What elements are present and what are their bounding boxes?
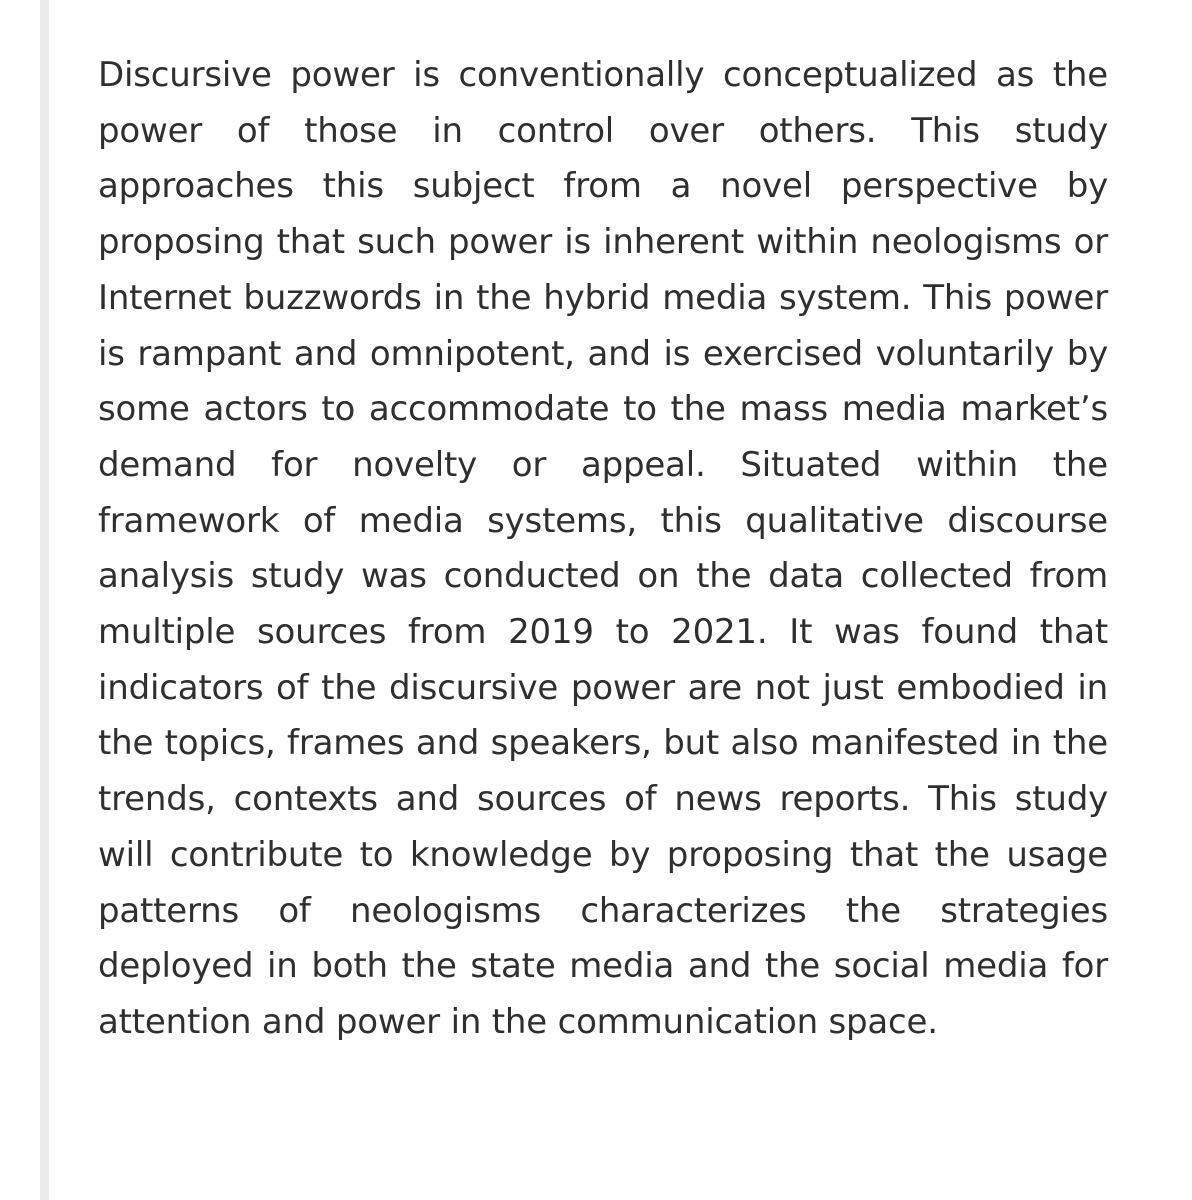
blockquote-left-border xyxy=(40,0,49,1200)
abstract-paragraph: Discursive power is conventionally conceptualized as the power of those in control over others. This study approaches this subject from a novel perspective by proposing that such power is inherent within neologisms or Internet buzzwords in the hybrid media system. This power is rampant and omnipotent, and is exercised voluntarily by some actors to accommodate to the mass media market’s demand for novelty or appeal. Situated within the framework of media systems, this qualitative discourse analysis study was conducted on the data collected from multiple sources from 2019 to 2021. It was found that indicators of the discursive power are not just embodied in the topics, frames and speakers, but also manifested in the trends, contexts and sources of news reports. This study will contribute to knowledge by proposing that the usage patterns of neologisms characterizes the strategies deployed in both the state media and the social media for attention and power in the communication space. xyxy=(98,55,1108,1042)
